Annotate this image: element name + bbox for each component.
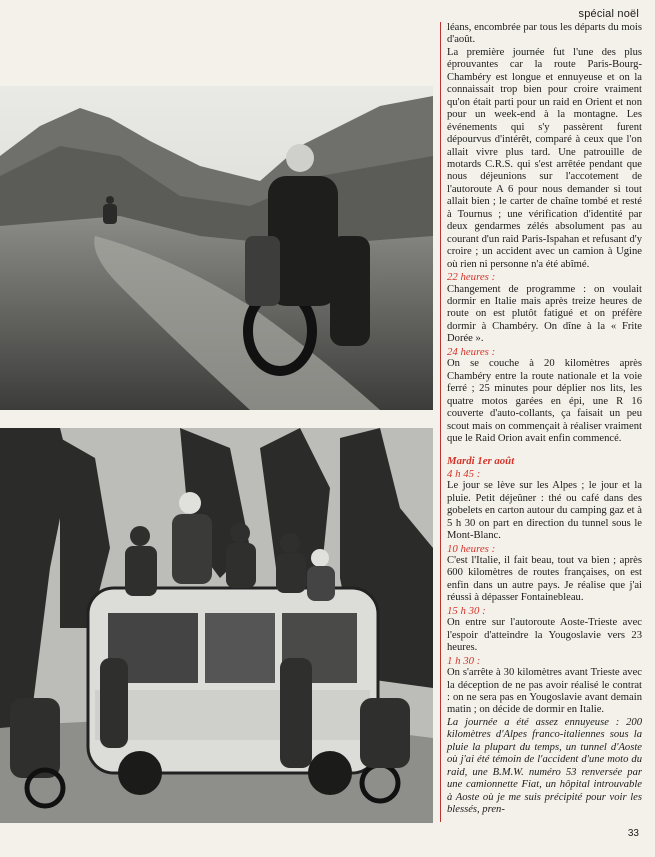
time-heading: 24 heures :	[447, 345, 496, 358]
article-column	[440, 22, 642, 822]
time-heading: 4 h 45 :	[447, 467, 481, 480]
time-heading: 1 h 30 :	[447, 654, 481, 667]
article-paragraph: léans, encombrée par tous les départs du mois d'août.	[447, 22, 642, 46]
article-paragraph: On s'arrête à 30 kilomètres avant Trieste avec la déception de ne pas avoir réalisé le contrat : on ne sera pas en Yougoslavie avant demain matin ; on décide de dormir en Italie.	[447, 667, 642, 716]
article-paragraph: On entre sur l'autoroute Aoste-Trieste avec l'espoir d'atteindre la Yougoslavie vers 23 heures.	[447, 617, 642, 654]
article-paragraph: Changement de programme : on voulait dormir en Italie mais après treize heures de route on est plutôt fatigué et on préfère dormir à Chambéry. On dîne à la « Frite Dorée ».	[447, 283, 642, 345]
page-number: 33	[627, 828, 639, 839]
time-heading: 22 heures :	[447, 271, 496, 284]
section-header: spécial noël	[578, 8, 639, 20]
photo-motorcyclist-mountain-track	[0, 86, 433, 410]
day-heading: Mardi 1er août	[447, 455, 515, 468]
time-heading: 15 h 30 :	[447, 604, 486, 617]
photo-bus-crowd	[0, 428, 433, 823]
article-paragraph: C'est l'Italie, il fait beau, tout va bien ; après 600 kilomètres de routes françaises, on est enfin dans un autre pays. Je réalise que j'ai réussi à dépasser Fontainebleau.	[447, 555, 642, 604]
time-heading: 10 heures :	[447, 542, 496, 555]
article-paragraph: La première journée fut l'une des plus éprouvantes car la route Paris-Bourg-Chambéry est longue et ennuyeuse et on la connaissait trop bien pour croire vraiment qu'on était parti pour un raid en Orient et non pour un week-end à la montagne. Les événements qui s'y passèrent furent dépourvus d'intérêt, comparé à ceux que l'on allait vivre plus tard. Une patrouille de motards C.R.S. qui s'est arrêtée pendant que nous déjeunions sur l'accotement de l'autoroute A 6 pour nous demander si tout allait bien ; le carter de chaîne tombé et resté à Tournus ; une vérification d'identité par deux gendarmes zélés absolument pas au courant d'un raid Paris-Ispahan et refusant d'y croire ; un accident avec un camion à Ugine où rien ni personne n'a été abîmé.	[447, 46, 642, 270]
article-paragraph-italic: La journée a été assez ennuyeuse : 200 kilomètres d'Alpes franco-italiennes sous la pluie la plupart du temps, un tunnel d'Aoste où j'ai été témoin de l'accident d'une moto du raid, une B.M.W. numéro 53 renversée par une camionnette Fiat, un hôpital introuvable à Aoste où je me suis précipité pour voir les blessés, pren-	[447, 716, 642, 816]
article-paragraph: Le jour se lève sur les Alpes ; le jour et la pluie. Petit déjeûner : thé ou café dans des gobelets en carton autour du camping gaz et à 5 h 30 on part en direction du tunnel sous le Mont-Blanc.	[447, 480, 642, 542]
article-paragraph: On se couche à 20 kilomètres après Chambéry entre la route nationale et la voie ferré ; 25 minutes pour déplier nos lits, les quatre motos garées en épi, une R 16 couverte d'auto-collants, ça faisait un peu scout mais on commençait à réaliser vraiment que le Raid Orion avait enfin commencé.	[447, 358, 642, 444]
